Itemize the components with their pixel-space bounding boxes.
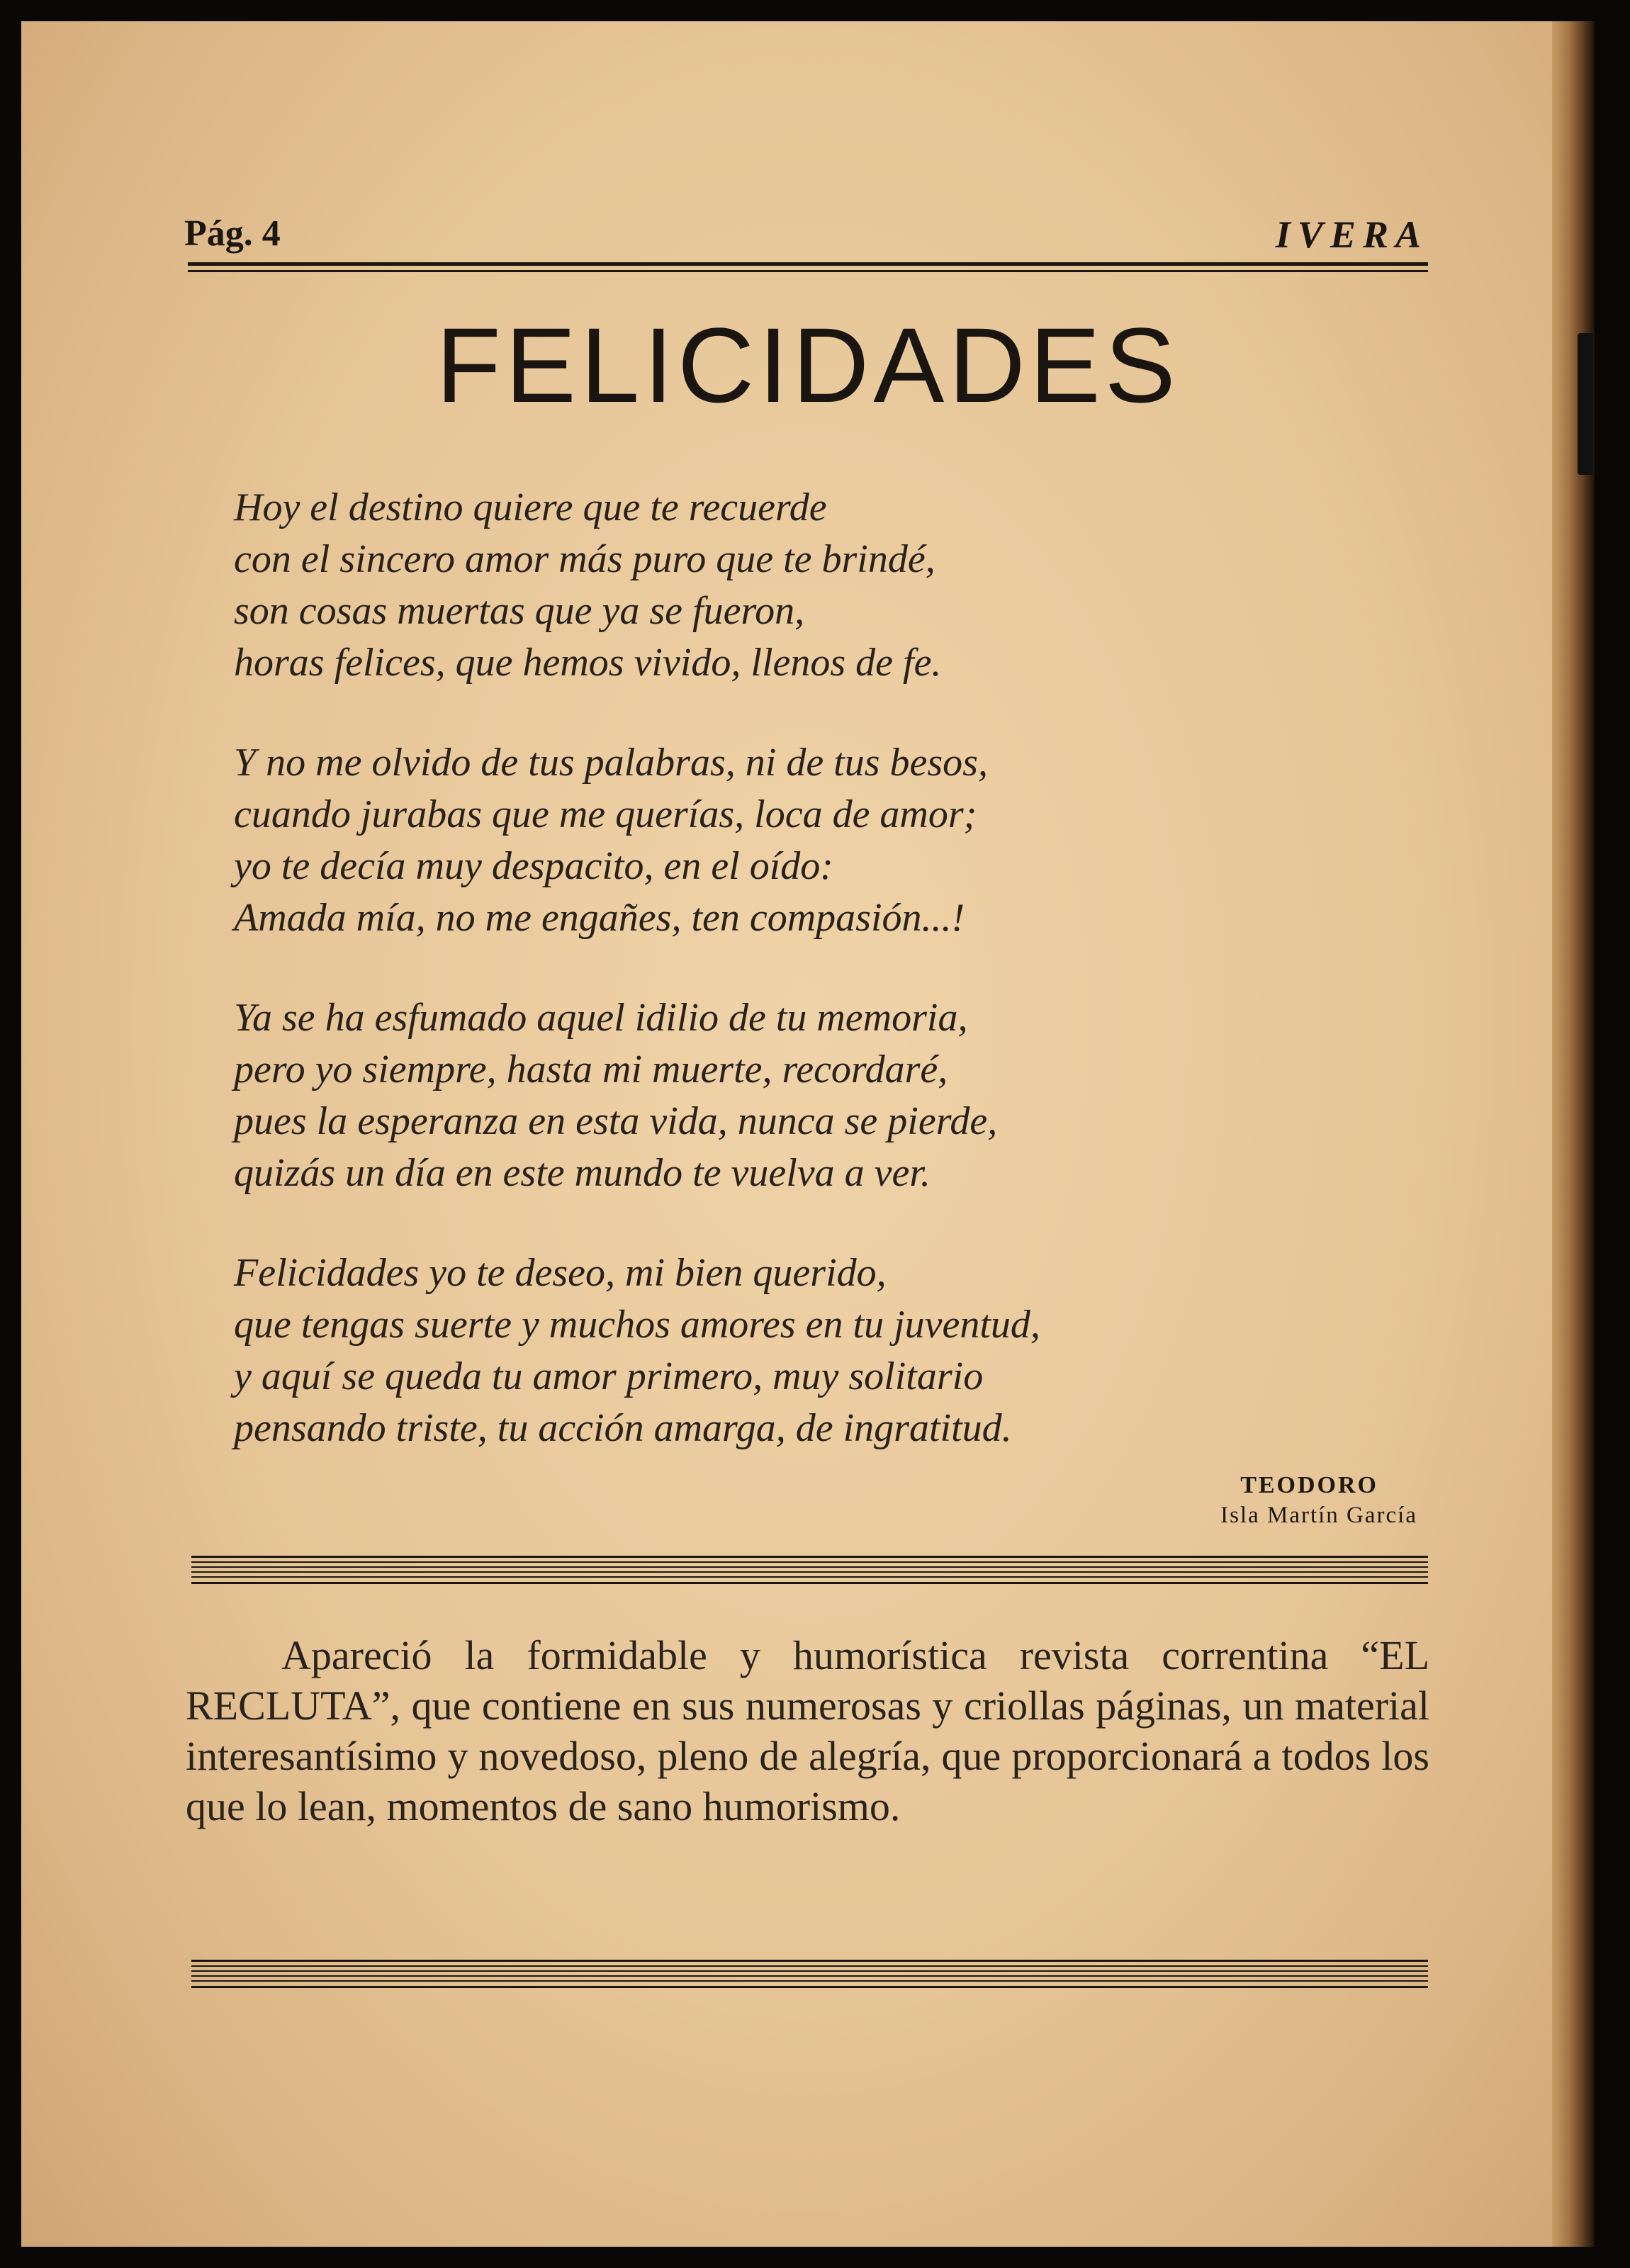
verse-line: y aquí se queda tu amor primero, muy solitario <box>234 1354 984 1398</box>
verse-line: que tengas suerte y muchos amores en tu juventud, <box>234 1303 1040 1347</box>
binding-clip <box>1578 333 1593 475</box>
verse-line: son cosas muertas que ya se fueron, <box>234 589 805 633</box>
poem-title: FELICIDADES <box>436 305 1180 425</box>
poem-location: Isla Martín García <box>1220 1503 1417 1528</box>
section-divider <box>191 1556 1428 1585</box>
stanza <box>234 482 1439 689</box>
verse-line: quizás un día en este mundo te vuelva a ver. <box>234 1151 931 1195</box>
stanza <box>234 1247 1439 1454</box>
verse-line: pero yo siempre, hasta mi muerte, recordaré, <box>234 1048 948 1091</box>
verse-line: yo te decía muy despacito, en el oído: <box>234 844 833 888</box>
poem-signature <box>1220 1471 1417 1530</box>
stanza <box>234 737 1439 944</box>
page-number: Pág. 4 <box>184 213 281 254</box>
verse-line: horas felices, que hemos vivido, llenos de fe. <box>234 641 942 685</box>
magazine-name: IVERA <box>1275 213 1428 256</box>
poem-author: TEODORO <box>1240 1472 1378 1498</box>
verse-line: pensando triste, tu acción amarga, de ingratitud. <box>234 1406 1012 1450</box>
verse-line: Hoy el destino quiere que te recuerde <box>234 485 827 529</box>
verse-line: Felicidades yo te deseo, mi bien querido, <box>234 1251 887 1295</box>
header-rule <box>188 262 1428 266</box>
poem-body <box>234 482 1439 1503</box>
verse-line: con el sincero amor más puro que te brindé, <box>234 537 935 581</box>
notice-paragraph: Apareció la formidable y humorística revista correntina “EL RECLUTA”, que contiene en sus numerosas y criollas páginas, un material interesantísimo y novedoso, pleno de alegría, que proporcionará a todos los que lo lean, momentos de sano humorismo. <box>186 1632 1429 1829</box>
verse-line: cuando jurabas que me querías, loca de amor; <box>234 792 977 836</box>
page-header <box>167 213 1428 262</box>
verse-line: Y no me olvido de tus palabras, ni de tus besos, <box>234 741 988 785</box>
stanza <box>234 992 1439 1199</box>
header-rule <box>188 270 1428 272</box>
section-divider <box>191 1960 1428 1989</box>
verse-line: Amada mía, no me engañes, ten compasión...! <box>234 896 965 940</box>
verse-line: Ya se ha esfumado aquel idilio de tu memoria, <box>234 996 968 1040</box>
verse-line: pues la esperanza en esta vida, nunca se pierde, <box>234 1099 998 1143</box>
